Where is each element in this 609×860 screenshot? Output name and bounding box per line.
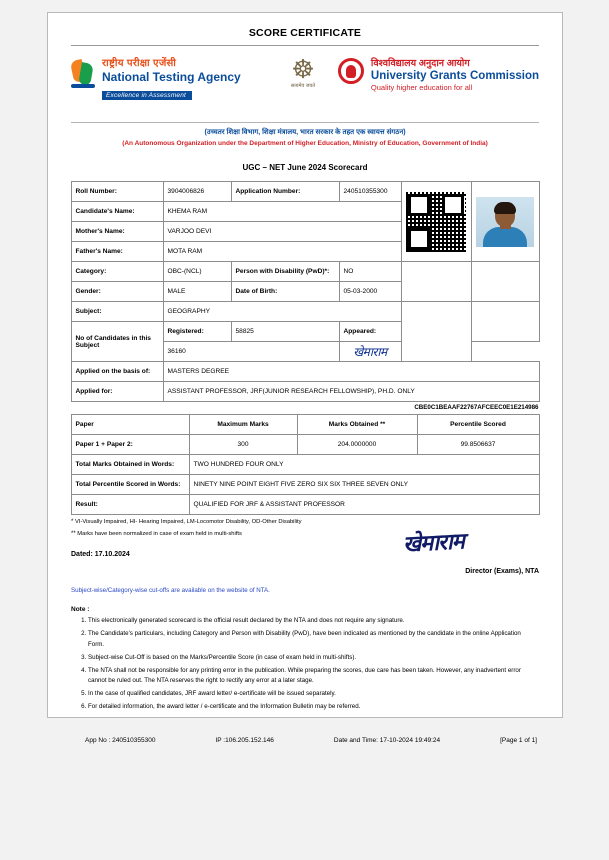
roll-number-value: 3904006826 <box>163 182 231 202</box>
dob-label: Date of Birth: <box>231 282 339 302</box>
director-signature-line: Director (Exams), NTA <box>465 568 539 575</box>
qr-code <box>401 182 471 262</box>
candidate-photo-spacer-2 <box>471 262 539 302</box>
registered-value: 58825 <box>231 322 339 342</box>
nta-flame-icon <box>71 60 97 90</box>
footer-app-no: App No : 240510355300 <box>85 736 156 744</box>
ugc-logo <box>336 58 539 93</box>
nta-logo <box>71 58 241 102</box>
appeared-label: Appeared: <box>339 322 401 342</box>
list-item: 6. For detailed information, the award letter / e-certificate and the Information Bulletin may be referred. <box>88 702 538 713</box>
dated-line: Dated: 17.10.2024 <box>71 551 130 558</box>
list-item: 2. The Candidate's particulars, including Category and Person with Disability (PwD), have been indicated as mentioned by the candidate in the online Application Form. <box>88 629 538 650</box>
ugc-hindi-name: विश्वविद्यालय अनुदान आयोग <box>370 58 470 69</box>
photo-bottom-spacer-2 <box>471 302 539 342</box>
score-row-obtained: 204.0000000 <box>297 435 417 455</box>
table-row <box>71 262 539 282</box>
score-table <box>71 414 540 515</box>
candidate-signature: खेमाराम <box>339 342 401 362</box>
percentile-in-words-label: Total Percentile Scored in Words: <box>71 475 189 495</box>
father-name-value: MOTA RAM <box>163 242 401 262</box>
score-row-paper: Paper 1 + Paper 2: <box>71 435 189 455</box>
table-row <box>71 302 539 322</box>
candidate-photo-spacer <box>401 262 471 302</box>
roll-number-label: Roll Number: <box>71 182 163 202</box>
footer-ip: IP :106.205.152.146 <box>215 736 274 744</box>
org-line-english: (An Autonomous Organization under the Department of Higher Education, Ministry of Education, Government of India) <box>122 140 488 147</box>
gender-label: Gender: <box>71 282 163 302</box>
marks-in-words-label: Total Marks Obtained in Words: <box>71 455 189 475</box>
table-row <box>71 495 539 515</box>
list-item: 5. In the case of qualified candidates, JRF award letter/ e-certificate will be issued separately. <box>88 689 538 700</box>
score-row-max: 300 <box>189 435 297 455</box>
dated-value: 17.10.2024 <box>94 551 130 558</box>
mother-name-value: VARJOO DEVI <box>163 222 401 242</box>
appeared-value: 36160 <box>163 342 339 362</box>
score-header-paper: Paper <box>71 415 189 435</box>
footnote-normalization: ** Marks have been normalized in case of exam held in multi-shifts <box>71 531 242 537</box>
applied-basis-value: MASTERS DEGREE <box>163 362 539 382</box>
category-label: Category: <box>71 262 163 282</box>
mother-name-label: Mother's Name: <box>71 222 163 242</box>
subject-label: Subject: <box>71 302 163 322</box>
table-row <box>71 455 539 475</box>
table-row <box>71 362 539 382</box>
emblem-motto: सत्यमेव जयते <box>290 83 316 89</box>
table-row <box>71 475 539 495</box>
nta-english-name: National Testing Agency <box>102 70 241 84</box>
applied-for-label: Applied for: <box>71 382 163 402</box>
title-divider <box>71 45 539 46</box>
application-number-label: Application Number: <box>231 182 339 202</box>
ugc-tagline: Quality higher education for all <box>370 83 473 92</box>
national-emblem-icon <box>280 56 326 110</box>
ugc-english-name: University Grants Commission <box>370 70 539 82</box>
registered-label: Registered: <box>163 322 231 342</box>
header-divider <box>71 122 539 123</box>
score-row-percentile: 99.8506637 <box>417 435 539 455</box>
cutoff-note: Subject-wise/Category-wise cut-offs are available on the website of NTA. <box>71 587 270 594</box>
photo-bottom-spacer <box>401 302 471 362</box>
list-item: 3. Subject-wise Cut-Off is based on the Marks/Percentile Score (in case of exam held in multi-shifts). <box>88 653 538 664</box>
result-value: QUALIFIED FOR JRF & ASSISTANT PROFESSOR <box>189 495 539 515</box>
candidate-photo <box>471 182 539 262</box>
category-value: OBC-(NCL) <box>163 262 231 282</box>
list-item: 4. The NTA shall not be responsible for any printing error in the publication. While preparing the scores, due care has been taken. However, any inadvertent error cannot be ruled out. The NTA reserves the right to rectify any error at a later stage. <box>88 666 538 687</box>
footnote-disability: * VI-Visually Impaired, HI- Hearing Impaired, LM-Locomotor Disability, OD-Other Disability <box>71 519 302 525</box>
ugc-emblem-icon <box>336 58 366 92</box>
candidates-in-subject-label: No of Candidates in this Subject <box>71 322 163 362</box>
father-name-label: Father's Name: <box>71 242 163 262</box>
nta-tagline: Excellence in Assessment <box>102 91 192 100</box>
nta-hindi-name: राष्ट्रीय परीक्षा एजेंसी <box>102 58 177 69</box>
applied-for-value: ASSISTANT PROFESSOR, JRF(JUNIOR RESEARCH FELLOWSHIP), PH.D. ONLY <box>163 382 539 402</box>
marks-in-words-value: TWO HUNDRED FOUR ONLY <box>189 455 539 475</box>
candidate-name-label: Candidate's Name: <box>71 202 163 222</box>
footer-page: [Page 1 of 1] <box>500 736 537 744</box>
percentile-in-words-value: NINETY NINE POINT EIGHT FIVE ZERO SIX SIX THREE SEVEN ONLY <box>189 475 539 495</box>
org-line-hindi: (उच्चतर शिक्षा विभाग, शिक्षा मंत्रालय, भारत सरकार के तहत एक स्वायत्त संगठन) <box>204 129 406 136</box>
notes-list <box>72 616 538 713</box>
notes-heading: Note : <box>71 606 90 613</box>
header-logos <box>71 56 539 120</box>
dob-value: 05-03-2000 <box>339 282 401 302</box>
score-header-max: Maximum Marks <box>189 415 297 435</box>
page-title: SCORE CERTIFICATE <box>248 27 362 39</box>
table-row <box>71 382 539 402</box>
pwd-label: Person with Disability (PwD)*: <box>231 262 339 282</box>
scorecard-heading: UGC – NET June 2024 Scorecard <box>242 163 368 172</box>
result-label: Result: <box>71 495 189 515</box>
candidate-details-table <box>71 181 540 402</box>
certificate-sheet <box>47 12 563 744</box>
footer-datetime: Date and Time: 17-10-2024 19:49:24 <box>333 736 441 744</box>
table-row <box>71 182 539 202</box>
footer-bar <box>71 737 539 744</box>
subject-value: GEOGRAPHY <box>163 302 401 322</box>
list-item: 1. This electronically generated scorecard is the official result declared by the NTA and does not require any signature. <box>88 616 538 627</box>
application-number-value: 240510355300 <box>339 182 401 202</box>
pwd-value: NO <box>339 262 401 282</box>
table-row <box>71 435 539 455</box>
score-header-obtained: Marks Obtained ** <box>297 415 417 435</box>
table-header-row <box>71 415 539 435</box>
gender-value: MALE <box>163 282 231 302</box>
emblem-lions: ☸ <box>291 54 315 84</box>
score-header-percentile: Percentile Scored <box>417 415 539 435</box>
applied-basis-label: Applied on the basis of: <box>71 362 163 382</box>
handwritten-signature: खेमाराम <box>402 528 465 557</box>
document-hash: CBE0C1BEAAF22767AFCEEC0E1E214986 <box>414 404 539 411</box>
candidate-name-value: KHEMA RAM <box>163 202 401 222</box>
